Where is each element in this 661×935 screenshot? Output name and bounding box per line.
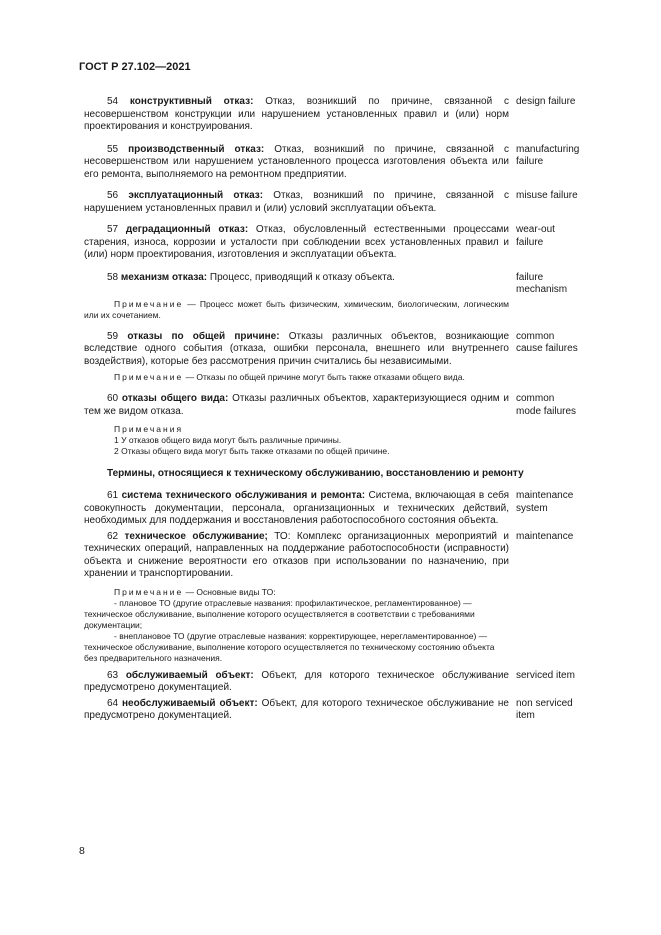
notes: Примечания 1 У отказов общего вида могут быть различные причины. 2 Отказы общего вида могут быть также отказами по общей причине. (114, 424, 390, 456)
english-term: failure mechanism (516, 271, 568, 295)
english-term: common mode failures (516, 393, 577, 417)
english-term: maintenance (516, 530, 574, 542)
term-entry-56 (84, 190, 578, 215)
english-term: manufacturing failure (516, 143, 580, 167)
term-entry-64 (84, 698, 578, 723)
term-entry-59 (84, 331, 578, 369)
term-entry-57 (84, 224, 578, 262)
term-entry-62 (84, 531, 578, 581)
english-term: serviced item (516, 669, 575, 681)
english-term: non serviced item (516, 697, 573, 721)
notes: Примечание — Основные виды ТО: - плановое ТО (другие отраслевые названия: профилактическое, регламентированное) — техническое обслуживание, выполнение которого осуществляется в соответствии с требованиями документации; - внеплановое ТО (другие отраслевые названия: корректирующее, нерегламентированное) — техническое обслуживание, выполнение которого осуществляется по техническому состоянию объекта без предварительного назначения. (84, 586, 495, 663)
note: Примечание — Процесс может быть физическим, химическим, биологическим, логическим или их сочетанием. (84, 298, 509, 320)
definition: 54 конструктивный отказ: Отказ, возникший по причине, связанной с несовершенством конструкции или нарушением установленных правил и (или) норм проектирования и конструирования. (84, 96, 509, 132)
term-entry-63 (84, 670, 578, 695)
definition: 57 деградационный отказ: Отказ, обусловленный естественными процессами старения, износа, коррозии и усталости при соблюдении всех установленных правил и (или) норм проектирования, изготовления и эксплуатации объекта. (84, 224, 509, 260)
definition: 59 отказы по общей причине: Отказы различных объектов, возникающие вследствие одного события (отказа, ошибки персонала, внешнего или внутреннего воздействия), которые без рассмотрения причин считались бы независимыми. (84, 330, 510, 367)
english-term: wear-out failure (516, 224, 555, 248)
english-term: misuse failure (516, 190, 578, 201)
term-entry-60 (84, 393, 578, 418)
definition: 61 система технического обслуживания и ремонта: Система, включающая в себя совокупность документации, персонала, организационных и технических действий, необходимых для поддержания и восстановления работоспособного состояния объекта. (84, 490, 509, 526)
page-number: 8 (79, 845, 85, 857)
english-term: design failure (516, 96, 576, 107)
term-entry-55 (84, 144, 578, 182)
term-entry-58 (84, 272, 578, 297)
term-entry-54 (84, 96, 578, 134)
definition: 62 техническое обслуживание; ТО: Комплекс организационных мероприятий и технических операций, направленных на поддержание работоспособности (исправности) объекта и снижение вероятности его отказов при использовании по назначению, при хранении и транспортировании. (84, 530, 509, 579)
definition: 64 необслуживаемый объект: Объект, для которого техническое обслуживание не предусмотрено документацией. (84, 697, 509, 721)
term-entry-61 (84, 490, 578, 528)
note: Примечание — Отказы по общей причине могут быть также отказами общего вида. (114, 372, 465, 382)
english-term: maintenance system (516, 490, 574, 514)
english-term: common cause failures (516, 330, 578, 354)
definition: 63 обслуживаемый объект: Объект, для которого техническое обслуживание предусмотрено документацией. (84, 669, 509, 693)
definition: 56 эксплуатационный отказ: Отказ, возникший по причине, связанной с нарушением установленных правил и (или) условий эксплуатации объекта. (84, 190, 509, 214)
definition: 58 механизм отказа: Процесс, приводящий к отказу объекта. (107, 271, 395, 283)
definition: 60 отказы общего вида: Отказы различных объектов, характеризующиеся одним и тем же видом отказа. (84, 393, 509, 417)
document-body (84, 96, 578, 723)
document-header: ГОСТ Р 27.102—2021 (79, 61, 191, 73)
section-title: Термины, относящиеся к техническому обслуживанию, восстановлению и ремонту (107, 468, 524, 479)
definition: 55 производственный отказ: Отказ, возникший по причине, связанной с несовершенством или нарушением установленного процесса изготовления объекта или его ремонта, выполняемого на ремонтном предприятии. (84, 143, 510, 180)
